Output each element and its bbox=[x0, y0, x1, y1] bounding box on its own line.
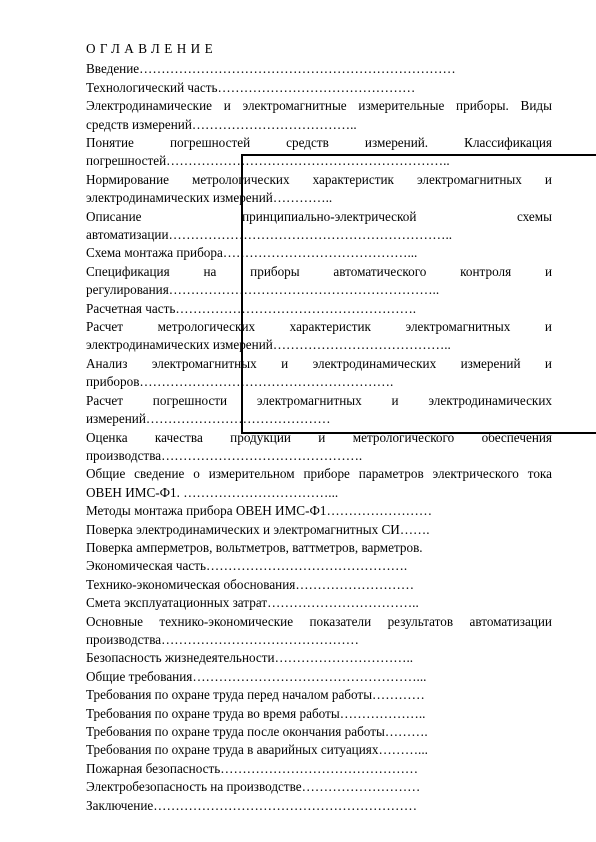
toc-entry: Заключение…………………………………………………… bbox=[86, 797, 418, 813]
toc-entry: Основные технико-экономические показатели результатов автоматизации производства……………………………………… bbox=[86, 613, 552, 647]
toc-entry: Смета эксплуатационных затрат…………………………….. bbox=[86, 595, 419, 611]
toc-entry: Анализ электромагнитных и электродинамических измерений и приборов…………………………………………………. bbox=[86, 355, 552, 390]
toc-entry: Требования по охране труда в аварийных ситуациях………... bbox=[86, 742, 428, 758]
toc-title: ОГЛАВЛЕНИЕ bbox=[86, 41, 218, 56]
toc-entry: Общие сведение о измерительном приборе параметров электрического тока ОВЕН ИМС-Ф1. ……………………………... bbox=[86, 466, 552, 500]
toc-entry: Схема монтажа прибора……………………………………... bbox=[86, 245, 418, 261]
drawn-rectangle-frame bbox=[241, 154, 596, 434]
toc-entry: Требования по охране труда во время работы……………….. bbox=[86, 705, 426, 721]
toc-entry: Технико-экономическая обоснования……………………… bbox=[86, 576, 415, 592]
toc-entry: Понятие погрешностей средств измерений. Классификация погрешностей……………………………………………………….. bbox=[86, 135, 552, 169]
toc-entry: Расчет погрешности электромагнитных и электродинамических измерений…………………………………… bbox=[86, 392, 552, 427]
toc-entry: Методы монтажа прибора ОВЕН ИМС-Ф1…………………… bbox=[86, 503, 433, 519]
toc-entry: Расчетная часть………………………………………………. bbox=[86, 300, 417, 316]
toc-entry: Общие требования……………………………………………... bbox=[86, 668, 427, 684]
toc-entry: Спецификация на приборы автоматического контроля и регулирования…………………………………………………….. bbox=[86, 263, 552, 298]
toc-entry: Пожарная безопасность……………………………………… bbox=[86, 760, 419, 776]
toc-entry: Описание принципиально-электрической схемы автоматизации……………………………………………………….. bbox=[86, 208, 552, 243]
toc-entry: Экономическая часть………………………………………. bbox=[86, 558, 408, 574]
toc-entry: Оценка качества продукции и метрологического обеспечения производства………………………………………. bbox=[86, 429, 552, 463]
toc-entry: Расчет метрологических характеристик электромагнитных и электродинамических измерений………………………………….. bbox=[86, 319, 552, 353]
toc-entry: Безопасность жизнедеятельности………………………….. bbox=[86, 650, 414, 666]
toc-entry: Нормирование метрологических характеристик электромагнитных и электродинамических измерений………….. bbox=[86, 171, 552, 206]
toc-entry: Электродинамические и электромагнитные измерительные приборы. Виды средств измерений……………………………….. bbox=[86, 98, 552, 132]
toc-entry: Требования по охране труда после окончания работы………. bbox=[86, 724, 428, 740]
toc-entry: Электробезопасность на производстве……………………… bbox=[86, 779, 421, 795]
toc-entry: Поверка электродинамических и электромагнитных СИ……. bbox=[86, 521, 430, 537]
toc-entry: Введение……………………………………………………………… bbox=[86, 61, 456, 77]
toc-entry: Поверка амперметров, вольтметров, ваттметров, варметров. bbox=[86, 539, 423, 555]
toc-entry: Требования по охране труда перед началом работы………… bbox=[86, 687, 425, 703]
toc-entry: Технологический часть……………………………………… bbox=[86, 79, 416, 95]
